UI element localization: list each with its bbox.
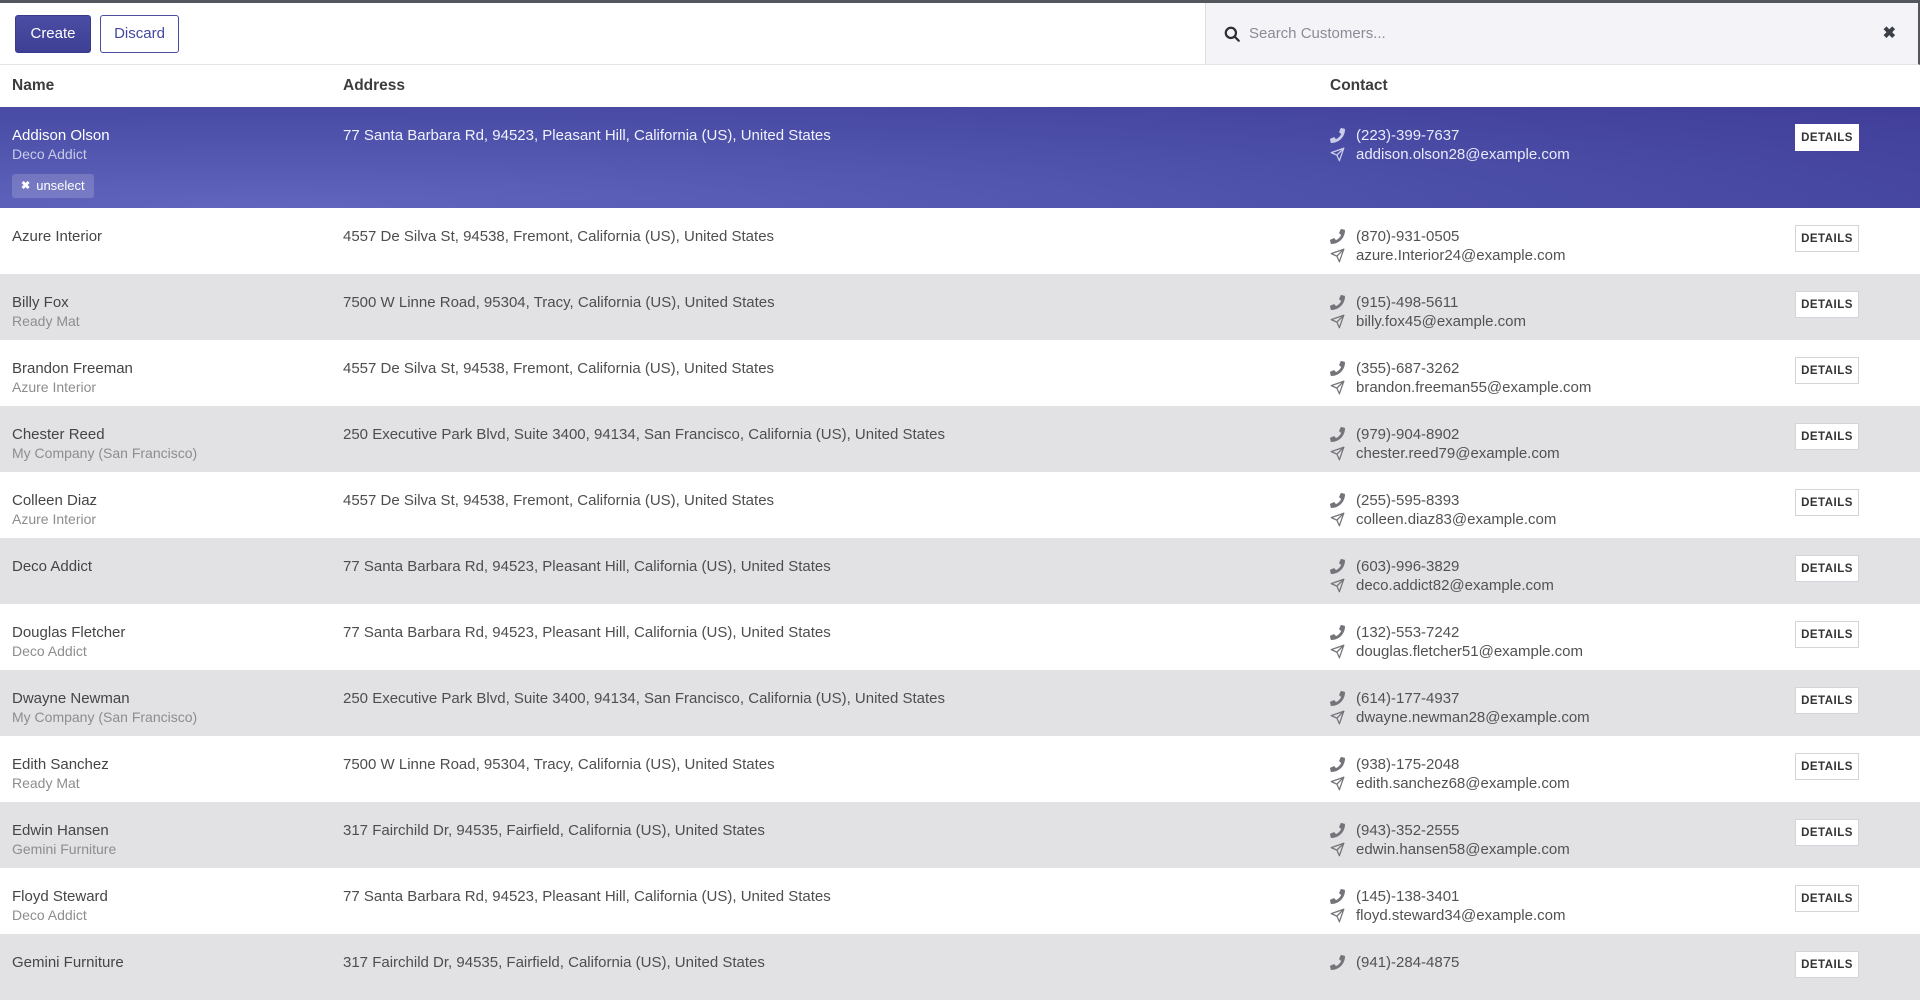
customer-address: 250 Executive Park Blvd, Suite 3400, 94134, San Francisco, California (US), United States [343, 690, 945, 707]
phone-icon [1330, 559, 1345, 574]
customer-phone: (603)-996-3829 [1356, 558, 1460, 575]
table-header [0, 65, 1920, 107]
customer-company: My Company (San Francisco) [12, 709, 198, 725]
customer-address: 77 Santa Barbara Rd, 94523, Pleasant Hill, California (US), United States [343, 558, 831, 575]
customer-email: chester.reed79@example.com [1356, 445, 1560, 462]
customer-name: Brandon Freeman [12, 360, 133, 377]
customer-email: addison.olson28@example.com [1356, 146, 1570, 163]
customer-row[interactable] [0, 340, 1920, 406]
send-icon [1330, 446, 1345, 461]
customer-phone: (979)-904-8902 [1356, 426, 1460, 443]
phone-icon [1330, 361, 1345, 376]
customer-email: dwayne.newman28@example.com [1356, 709, 1590, 726]
phone-icon [1330, 757, 1345, 772]
details-button[interactable]: DETAILS [1795, 225, 1859, 252]
customer-phone: (870)-931-0505 [1356, 228, 1460, 245]
customer-row[interactable] [0, 472, 1920, 538]
search-input[interactable] [1249, 25, 1769, 42]
customer-row[interactable] [0, 208, 1920, 274]
customer-address: 77 Santa Barbara Rd, 94523, Pleasant Hill, California (US), United States [343, 127, 831, 144]
send-icon [1330, 512, 1345, 527]
customer-phone: (132)-553-7242 [1356, 624, 1460, 641]
send-icon [1330, 248, 1345, 263]
customer-email: deco.addict82@example.com [1356, 577, 1554, 594]
customer-name: Addison Olson [12, 127, 110, 144]
discard-button[interactable]: Discard [100, 15, 179, 53]
customer-phone: (255)-595-8393 [1356, 492, 1460, 509]
phone-icon [1330, 691, 1345, 706]
phone-icon [1330, 955, 1345, 970]
customer-name: Gemini Furniture [12, 954, 124, 971]
send-icon [1330, 380, 1345, 395]
send-icon [1330, 147, 1345, 162]
clear-search-icon[interactable]: ✖ [1882, 24, 1896, 42]
customer-company: Azure Interior [12, 511, 97, 527]
customer-row[interactable] [0, 736, 1920, 802]
customer-email: azure.Interior24@example.com [1356, 247, 1566, 264]
customer-row[interactable] [0, 604, 1920, 670]
send-icon [1330, 578, 1345, 593]
column-header-contact: Contact [1330, 77, 1388, 94]
customer-row[interactable] [0, 934, 1920, 1000]
customer-phone: (915)-498-5611 [1356, 294, 1459, 311]
details-button[interactable]: DETAILS [1795, 885, 1859, 912]
send-icon [1330, 710, 1345, 725]
customer-company: Deco Addict [12, 643, 87, 659]
details-button[interactable]: DETAILS [1795, 621, 1859, 648]
search-panel [1205, 3, 1918, 64]
send-icon [1330, 776, 1345, 791]
control-bar [0, 3, 1920, 65]
customer-phone: (355)-687-3262 [1356, 360, 1460, 377]
details-button[interactable]: DETAILS [1795, 489, 1859, 516]
create-button[interactable]: Create [15, 15, 91, 53]
customer-name: Deco Addict [12, 558, 93, 575]
unselect-badge[interactable]: ✖ unselect [12, 174, 94, 198]
customer-company: Ready Mat [12, 775, 80, 791]
customer-phone: (223)-399-7637 [1356, 127, 1460, 144]
customer-address: 4557 De Silva St, 94538, Fremont, California (US), United States [343, 228, 775, 245]
customer-address: 77 Santa Barbara Rd, 94523, Pleasant Hill, California (US), United States [343, 888, 831, 905]
customer-name: Azure Interior [12, 228, 103, 245]
customer-email: douglas.fletcher51@example.com [1356, 643, 1584, 660]
send-icon [1330, 644, 1345, 659]
customer-address: 7500 W Linne Road, 95304, Tracy, California (US), United States [343, 294, 775, 311]
phone-icon [1330, 427, 1345, 442]
details-button[interactable]: DETAILS [1795, 423, 1859, 450]
customer-name: Edwin Hansen [12, 822, 109, 839]
customer-company: Deco Addict [12, 146, 87, 162]
customer-row[interactable] [0, 670, 1920, 736]
customer-row[interactable] [0, 538, 1920, 604]
customer-email: edith.sanchez68@example.com [1356, 775, 1570, 792]
customer-address: 4557 De Silva St, 94538, Fremont, California (US), United States [343, 492, 775, 509]
customer-row[interactable] [0, 406, 1920, 472]
phone-icon [1330, 229, 1345, 244]
customer-email: billy.fox45@example.com [1356, 313, 1527, 330]
customer-name: Dwayne Newman [12, 690, 130, 707]
customer-company: My Company (San Francisco) [12, 445, 198, 461]
customer-email: brandon.freeman55@example.com [1356, 379, 1592, 396]
phone-icon [1330, 493, 1345, 508]
customer-name: Edith Sanchez [12, 756, 109, 773]
details-button[interactable]: DETAILS [1795, 291, 1859, 318]
button-area [0, 3, 1205, 64]
customer-row[interactable] [0, 802, 1920, 868]
customer-name: Chester Reed [12, 426, 105, 443]
customer-email: colleen.diaz83@example.com [1356, 511, 1557, 528]
column-header-name: Name [12, 77, 55, 94]
phone-icon [1330, 823, 1345, 838]
customer-phone: (943)-352-2555 [1356, 822, 1460, 839]
phone-icon [1330, 889, 1345, 904]
details-button[interactable]: DETAILS [1795, 951, 1859, 978]
customer-email: floyd.steward34@example.com [1356, 907, 1566, 924]
customer-address: 4557 De Silva St, 94538, Fremont, California (US), United States [343, 360, 775, 377]
customer-company: Azure Interior [12, 379, 97, 395]
customer-phone: (941)-284-4875 [1356, 954, 1460, 971]
send-icon [1330, 842, 1345, 857]
customer-company: Deco Addict [12, 907, 87, 923]
customer-address: 250 Executive Park Blvd, Suite 3400, 94134, San Francisco, California (US), United States [343, 426, 945, 443]
send-icon [1330, 314, 1345, 329]
customer-row[interactable] [0, 868, 1920, 934]
customer-company: Ready Mat [12, 313, 80, 329]
customer-row[interactable] [0, 107, 1920, 208]
details-button[interactable]: DETAILS [1795, 124, 1859, 151]
customer-list [0, 107, 1920, 1000]
send-icon [1330, 908, 1345, 923]
customer-phone: (938)-175-2048 [1356, 756, 1460, 773]
details-button[interactable]: DETAILS [1795, 555, 1859, 582]
details-button[interactable]: DETAILS [1795, 753, 1859, 780]
details-button[interactable]: DETAILS [1795, 357, 1859, 384]
customer-name: Douglas Fletcher [12, 624, 126, 641]
details-button[interactable]: DETAILS [1795, 819, 1859, 846]
customer-name: Billy Fox [12, 294, 69, 311]
customer-address: 7500 W Linne Road, 95304, Tracy, California (US), United States [343, 756, 775, 773]
customer-address: 77 Santa Barbara Rd, 94523, Pleasant Hill, California (US), United States [343, 624, 831, 641]
phone-icon [1330, 128, 1345, 143]
customer-name: Floyd Steward [12, 888, 108, 905]
customer-row[interactable] [0, 274, 1920, 340]
phone-icon [1330, 295, 1345, 310]
phone-icon [1330, 625, 1345, 640]
customer-company: Gemini Furniture [12, 841, 117, 857]
column-header-address: Address [343, 77, 406, 94]
customer-name: Colleen Diaz [12, 492, 98, 509]
unselect-x-icon: ✖ [21, 179, 31, 192]
customer-phone: (614)-177-4937 [1356, 690, 1460, 707]
customer-phone: (145)-138-3401 [1356, 888, 1460, 905]
search-icon [1223, 25, 1241, 43]
customer-email: edwin.hansen58@example.com [1356, 841, 1570, 858]
customer-address: 317 Fairchild Dr, 94535, Fairfield, California (US), United States [343, 954, 765, 971]
customer-address: 317 Fairchild Dr, 94535, Fairfield, California (US), United States [343, 822, 765, 839]
details-button[interactable]: DETAILS [1795, 687, 1859, 714]
